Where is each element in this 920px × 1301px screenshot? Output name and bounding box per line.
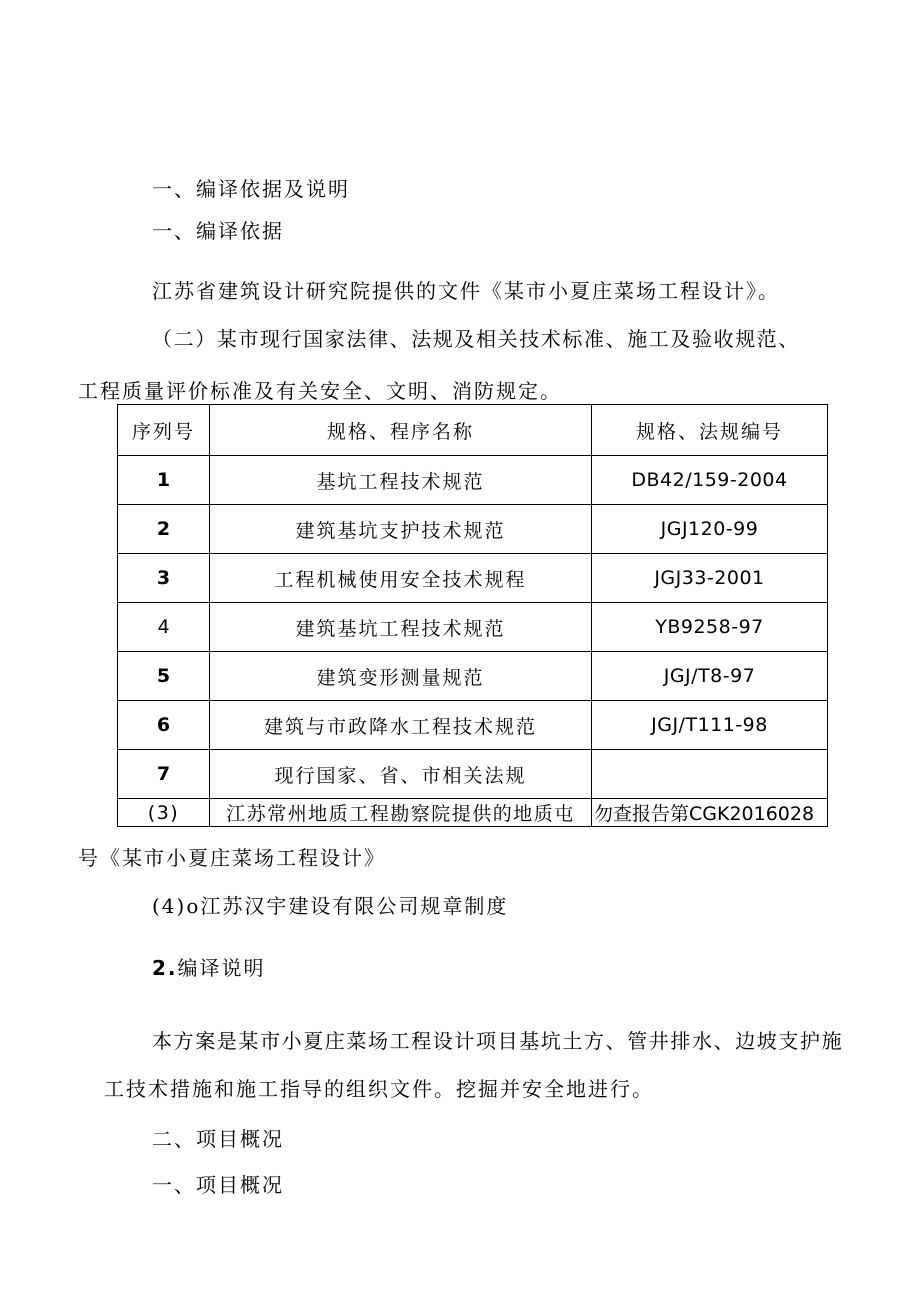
table-header-row (118, 405, 828, 456)
row-standard-code: JGJ/T8-97 (592, 652, 828, 701)
table-row (118, 750, 828, 799)
paragraph-geology-report-tail: 号《某市小夏庄菜场工程设计》 (78, 846, 386, 870)
table-row (118, 652, 828, 701)
row-standard-code: DB42/159-2004 (592, 456, 828, 505)
row-standard-name: 工程机械使用安全技术规程 (210, 554, 592, 603)
subsection-heading-basis: 一、编译依据 (152, 219, 284, 243)
header-standard-name: 规格、程序名称 (210, 405, 592, 456)
paragraph-regulations-line2: 工程质量评价标准及有关安全、文明、消防规定。 (78, 379, 562, 403)
paragraph-scheme-description-line2: 工技术措施和施工指导的组织文件。挖掘并安全地进行。 (104, 1077, 654, 1101)
row-number: 1 (118, 456, 210, 505)
row-standard-code: JGJ/T111-98 (592, 701, 828, 750)
row-standard-code: 勿查报告第CGK2016028 (592, 799, 828, 827)
row-standard-name: 建筑基坑支护技术规范 (210, 505, 592, 554)
heading-number: 2. (152, 956, 178, 980)
row-number: 2 (118, 505, 210, 554)
subsection-heading-project-overview: 一、项目概况 (152, 1173, 284, 1197)
row-standard-code (592, 750, 828, 799)
standards-table (117, 404, 828, 827)
table-row (118, 505, 828, 554)
row-number: 6 (118, 701, 210, 750)
section-heading-basis-and-notes: 一、编译依据及说明 (152, 177, 350, 201)
row-number: (3) (118, 799, 210, 827)
subsection-heading-notes (152, 955, 266, 981)
heading-text: 编译说明 (177, 956, 266, 980)
row-standard-code: YB9258-97 (592, 603, 828, 652)
section-heading-project-overview: 二、项目概况 (152, 1127, 284, 1151)
row-number: 4 (118, 603, 210, 652)
row-standard-code: JGJ33-2001 (592, 554, 828, 603)
row-standard-name: 建筑基坑工程技术规范 (210, 603, 592, 652)
table-row (118, 554, 828, 603)
header-serial-number: 序列号 (118, 405, 210, 456)
header-standard-code: 规格、法规编号 (592, 405, 828, 456)
table-row (118, 701, 828, 750)
row-standard-name: 建筑变形测量规范 (210, 652, 592, 701)
row-standard-name: 江苏常州地质工程勘察院提供的地质屯 (210, 799, 592, 827)
row-number: 5 (118, 652, 210, 701)
paragraph-regulations-line1: （二）某市现行国家法律、法规及相关技术标准、施工及验收规范、 (152, 327, 800, 351)
row-standard-name: 现行国家、省、市相关法规 (210, 750, 592, 799)
paragraph-design-document: 江苏省建筑设计研究院提供的文件《某市小夏庄菜场工程设计》。 (152, 279, 780, 303)
row-standard-name: 基坑工程技术规范 (210, 456, 592, 505)
table-row-overflow-text (118, 799, 828, 827)
paragraph-company-rules: (4)o江苏汉宇建设有限公司规章制度 (152, 894, 509, 918)
row-standard-code: JGJ120-99 (592, 505, 828, 554)
paragraph-scheme-description-line1: 本方案是某市小夏庄菜场工程设计项目基坑土方、管井排水、边坡支护施 (152, 1029, 844, 1053)
row-number: 7 (118, 750, 210, 799)
table-row (118, 456, 828, 505)
table-row (118, 603, 828, 652)
row-standard-name: 建筑与市政降水工程技术规范 (210, 701, 592, 750)
row-number: 3 (118, 554, 210, 603)
